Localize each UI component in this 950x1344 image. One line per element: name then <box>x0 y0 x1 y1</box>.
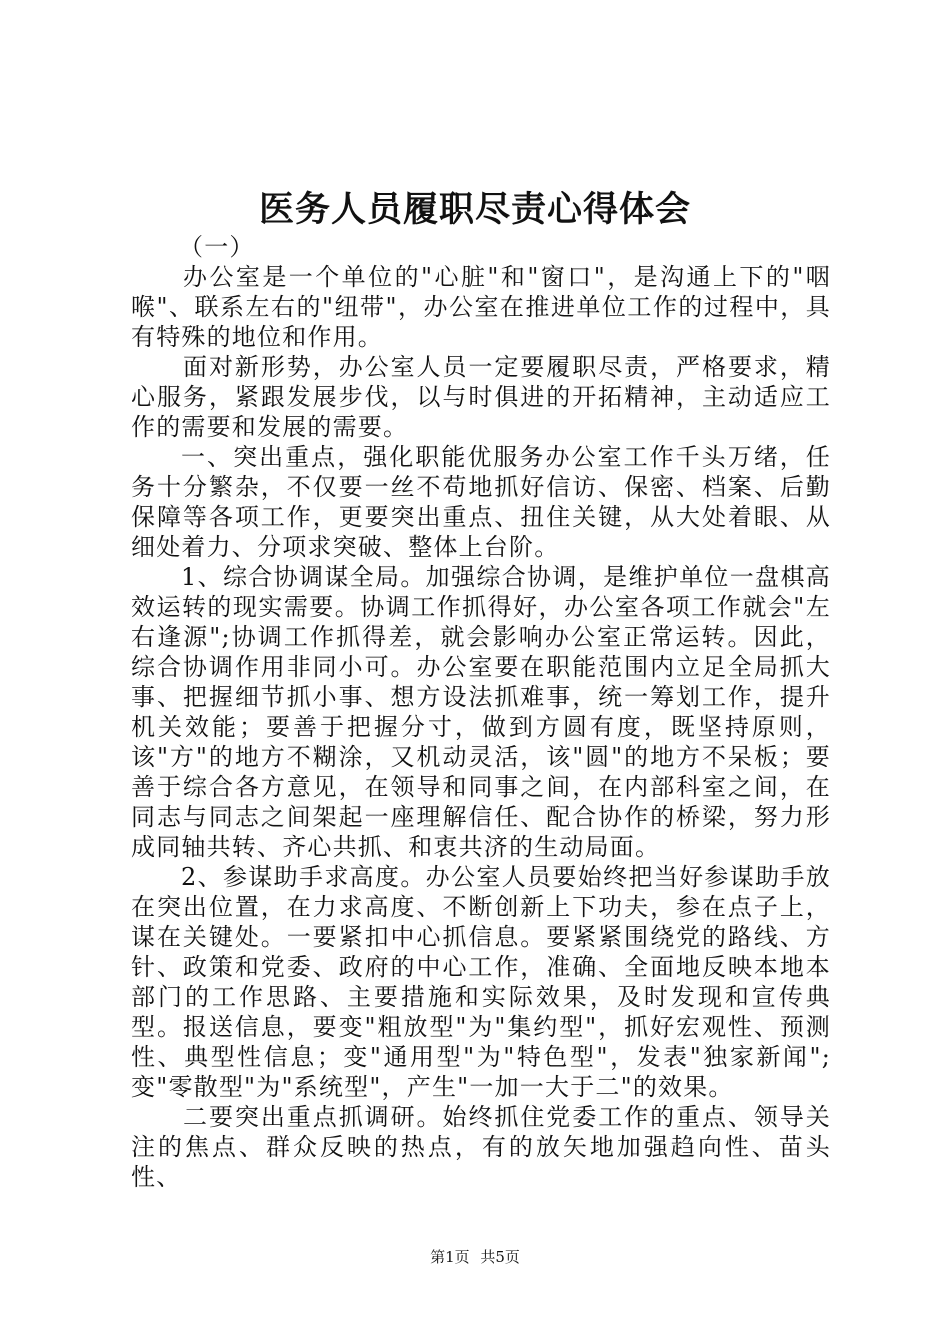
body-paragraph: 二要突出重点抓调研。始终抓住党委工作的重点、领导关注的焦点、群众反映的热点，有的放矢地加强趋向性、苗头性、 <box>131 1103 831 1191</box>
body-paragraph: 办公室是一个单位的"心脏"和"窗口"，是沟通上下的"咽喉"、联系左右的"纽带"，办公室在推进单位工作的过程中，具有特殊的地位和作用。 <box>131 263 831 351</box>
page-total: 共5页 <box>480 1248 520 1266</box>
document-title: 医务人员履职尽责心得体会 <box>258 189 691 230</box>
page-number: 第1页 <box>430 1248 470 1266</box>
numbered-paragraph: 1、综合协调谋全局。加强综合协调，是维护单位一盘棋高效运转的现实需要。协调工作抓得好，办公室各项工作就会"左右逢源";协调工作抓得差，就会影响办公室正常运转。因此，综合协调作用非同小可。办公室要在职能范围内立足全局抓大事、把握细节抓小事、想方设法抓难事，统一筹划工作，提升机关效能；要善于把握分寸，做到方圆有度，既坚持原则，该"方"的地方不糊涂，又机动灵活，该"圆"的地方不呆板；要善于综合各方意见，在领导和同事之间，在内部科室之间，在同志与同志之间架起一座理解信任、配合协作的桥梁，努力形成同轴共转、齐心共抓、和衷共济的生动局面。 <box>131 563 831 861</box>
section-heading-paragraph: 一、突出重点，强化职能优服务办公室工作千头万绪，任务十分繁杂，不仅要一丝不苟地抓好信访、保密、档案、后勤保障等各项工作，更要突出重点、扭住关键，从大处着眼、从细处着力、分项求突破、整体上台阶。 <box>131 443 831 561</box>
document-body <box>131 232 831 1192</box>
section-marker: （一） <box>179 233 255 261</box>
page-footer <box>0 1247 950 1267</box>
numbered-paragraph: 2、参谋助手求高度。办公室人员要始终把当好参谋助手放在突出位置，在力求高度、不断创新上下功夫，参在点子上，谋在关键处。一要紧扣中心抓信息。要紧紧围绕党的路线、方针、政策和党委、政府的中心工作，准确、全面地反映本地本部门的工作思路、主要措施和实际效果，及时发现和宣传典型。报送信息，要变"粗放型"为"集约型"，抓好宏观性、预测性、典型性信息；变"通用型"为"特色型"，发表"独家新闻";变"零散型"为"系统型"，产生"一加一大于二"的效果。 <box>131 863 831 1101</box>
body-paragraph: 面对新形势，办公室人员一定要履职尽责，严格要求，精心服务，紧跟发展步伐，以与时俱进的开拓精神，主动适应工作的需要和发展的需要。 <box>131 353 831 441</box>
